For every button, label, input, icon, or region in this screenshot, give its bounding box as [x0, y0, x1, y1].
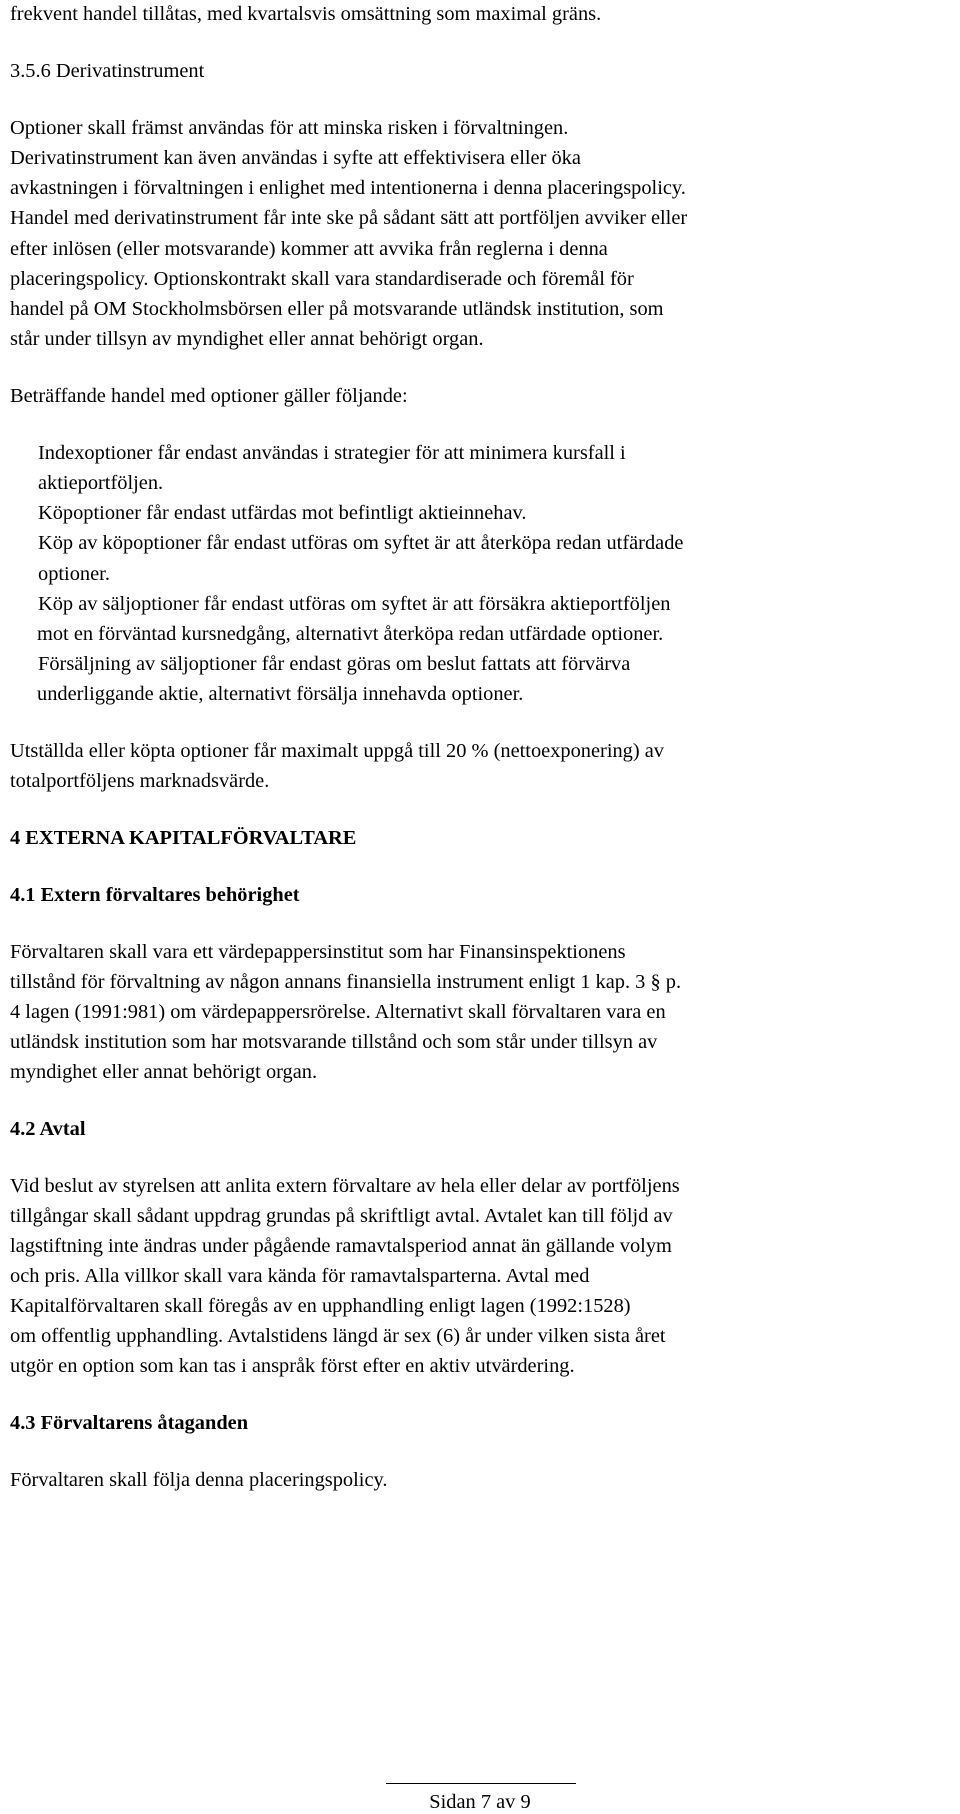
text-line: placeringspolicy. Optionskontrakt skall vara standardiserade och föremål för	[10, 268, 634, 290]
page-number: Sidan 7 av 9	[429, 1791, 531, 1813]
text-line: Förvaltaren skall vara ett värdepappersinstitut som har Finansinspektionens	[10, 941, 626, 963]
text-line: utgör en option som kan tas i anspråk först efter en aktiv utvärdering.	[10, 1355, 575, 1377]
list-item: Köpoptioner får endast utfärdas mot befintligt aktieinnehav.	[38, 502, 527, 524]
text-line: Optioner skall främst användas för att minska risken i förvaltningen.	[10, 117, 569, 139]
list-item: Köp av säljoptioner får endast utföras om syftet är att försäkra aktieportföljen	[38, 593, 671, 615]
text-line: efter inlösen (eller motsvarande) kommer att avvika från reglerna i denna	[10, 238, 608, 260]
text-line: tillstånd för förvaltning av någon annans finansiella instrument enligt 1 kap. 3 § p.	[10, 971, 682, 993]
text-line: handel på OM Stockholmsbörsen eller på motsvarande utländsk institution, som	[10, 298, 664, 320]
text-line: står under tillsyn av myndighet eller annat behörigt organ.	[10, 328, 484, 350]
text-line: Förvaltaren skall följa denna placeringspolicy.	[10, 1469, 388, 1491]
text-line: och pris. Alla villkor skall vara kända för ramavtalsparterna. Avtal med	[10, 1265, 590, 1287]
text-line: Handel med derivatinstrument får inte ske på sådant sätt att portföljen avviker eller	[10, 207, 688, 229]
text-line: lagstiftning inte ändras under pågående ramavtalsperiod annat än gällande volym	[10, 1235, 672, 1257]
list-item-continuation: optioner.	[38, 563, 110, 585]
section-heading-4-2: 4.2 Avtal	[10, 1118, 86, 1140]
list-item-continuation: mot en förväntad kursnedgång, alternativt återköpa redan utfärdade optioner.	[37, 623, 664, 645]
text-line: Derivatinstrument kan även användas i syfte att effektivisera eller öka	[10, 147, 581, 169]
list-item-continuation: underliggande aktie, alternativt försälja innehavda optioner.	[37, 683, 524, 705]
text-line: 4 lagen (1991:981) om värdepappersrörelse. Alternativt skall förvaltaren vara en	[10, 1001, 666, 1023]
text-line: tillgångar skall sådant uppdrag grundas på skriftligt avtal. Avtalet kan till följd av	[10, 1205, 673, 1227]
footer-divider	[386, 1783, 576, 1784]
list-item: Försäljning av säljoptioner får endast göras om beslut fattats att förvärva	[38, 653, 631, 675]
chapter-heading: 4 EXTERNA KAPITALFÖRVALTARE	[10, 827, 357, 849]
list-item: Köp av köpoptioner får endast utföras om syftet är att återköpa redan utfärdade	[38, 532, 684, 554]
text-line: om offentlig upphandling. Avtalstidens längd är sex (6) år under vilken sista året	[10, 1325, 666, 1347]
text-line: Kapitalförvaltaren skall föregås av en upphandling enligt lagen (1992:1528)	[10, 1295, 631, 1317]
text-line: myndighet eller annat behörigt organ.	[10, 1061, 318, 1083]
section-heading-4-3: 4.3 Förvaltarens åtaganden	[10, 1412, 249, 1434]
section-heading-3-5-6: 3.5.6 Derivatinstrument	[10, 60, 205, 82]
text-line: utländsk institution som har motsvarande tillstånd och som står under tillsyn av	[10, 1031, 658, 1053]
text-line: Vid beslut av styrelsen att anlita extern förvaltare av hela eller delar av portföljens	[10, 1175, 680, 1197]
text-line: totalportföljens marknadsvärde.	[10, 770, 270, 792]
text-line: Beträffande handel med optioner gäller följande:	[10, 385, 408, 407]
text-line: avkastningen i förvaltningen i enlighet med intentionerna i denna placeringspolicy.	[10, 177, 686, 199]
section-heading-4-1: 4.1 Extern förvaltares behörighet	[10, 884, 300, 906]
list-item-continuation: aktieportföljen.	[38, 472, 164, 494]
text-line: Utställda eller köpta optioner får maximalt uppgå till 20 % (nettoexponering) av	[10, 740, 665, 762]
list-item: Indexoptioner får endast användas i strategier för att minimera kursfall i	[38, 442, 626, 464]
text-line: frekvent handel tillåtas, med kvartalsvis omsättning som maximal gräns.	[10, 3, 602, 25]
